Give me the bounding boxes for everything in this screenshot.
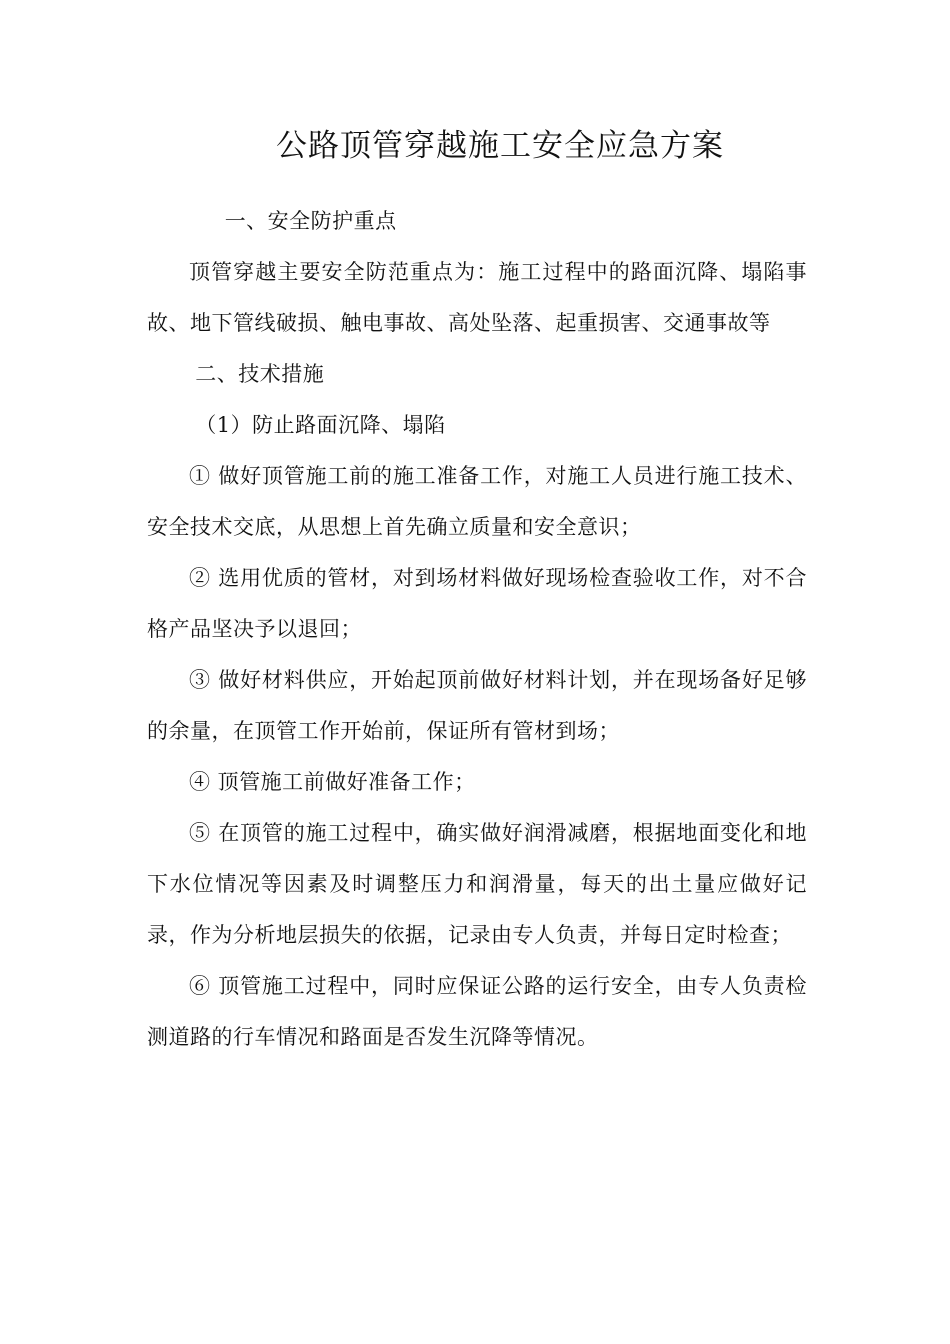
document-body [147, 196, 807, 1063]
list-item-1: ① 做好顶管施工前的施工准备工作，对施工人员进行施工技术、安全技术交底，从思想上首先确立质量和安全意识； [147, 464, 807, 539]
list-item-3: ③ 做好材料供应，开始起顶前做好材料计划，并在现场备好足够的余量，在顶管工作开始前，保证所有管材到场； [147, 668, 807, 743]
paragraph-safety-focus: 顶管穿越主要安全防范重点为：施工过程中的路面沉降、塌陷事故、地下管线破损、触电事故、高处坠落、起重损害、交通事故等 [147, 260, 807, 335]
list-item-2: ② 选用优质的管材，对到场材料做好现场检查验收工作，对不合格产品坚决予以退回； [147, 566, 807, 641]
section-heading-safety-focus: 一、安全防护重点 [224, 209, 397, 233]
document-title: 公路顶管穿越施工安全应急方案 [276, 128, 724, 164]
list-item-5: ⑤ 在顶管的施工过程中，确实做好润滑减磨，根据地面变化和地下水位情况等因素及时调整压力和润滑量，每天的出土量应做好记录，作为分析地层损失的依据，记录由专人负责，并每日定时检查； [147, 821, 807, 947]
section-heading-technical-measures: 二、技术措施 [195, 362, 325, 386]
list-item-4: ④ 顶管施工前做好准备工作； [189, 770, 476, 794]
list-item-6: ⑥ 顶管施工过程中，同时应保证公路的运行安全，由专人负责检测道路的行车情况和路面是否发生沉降等情况。 [147, 974, 807, 1049]
subsection-heading-prevent-settlement: （1）防止路面沉降、塌陷 [195, 413, 446, 437]
